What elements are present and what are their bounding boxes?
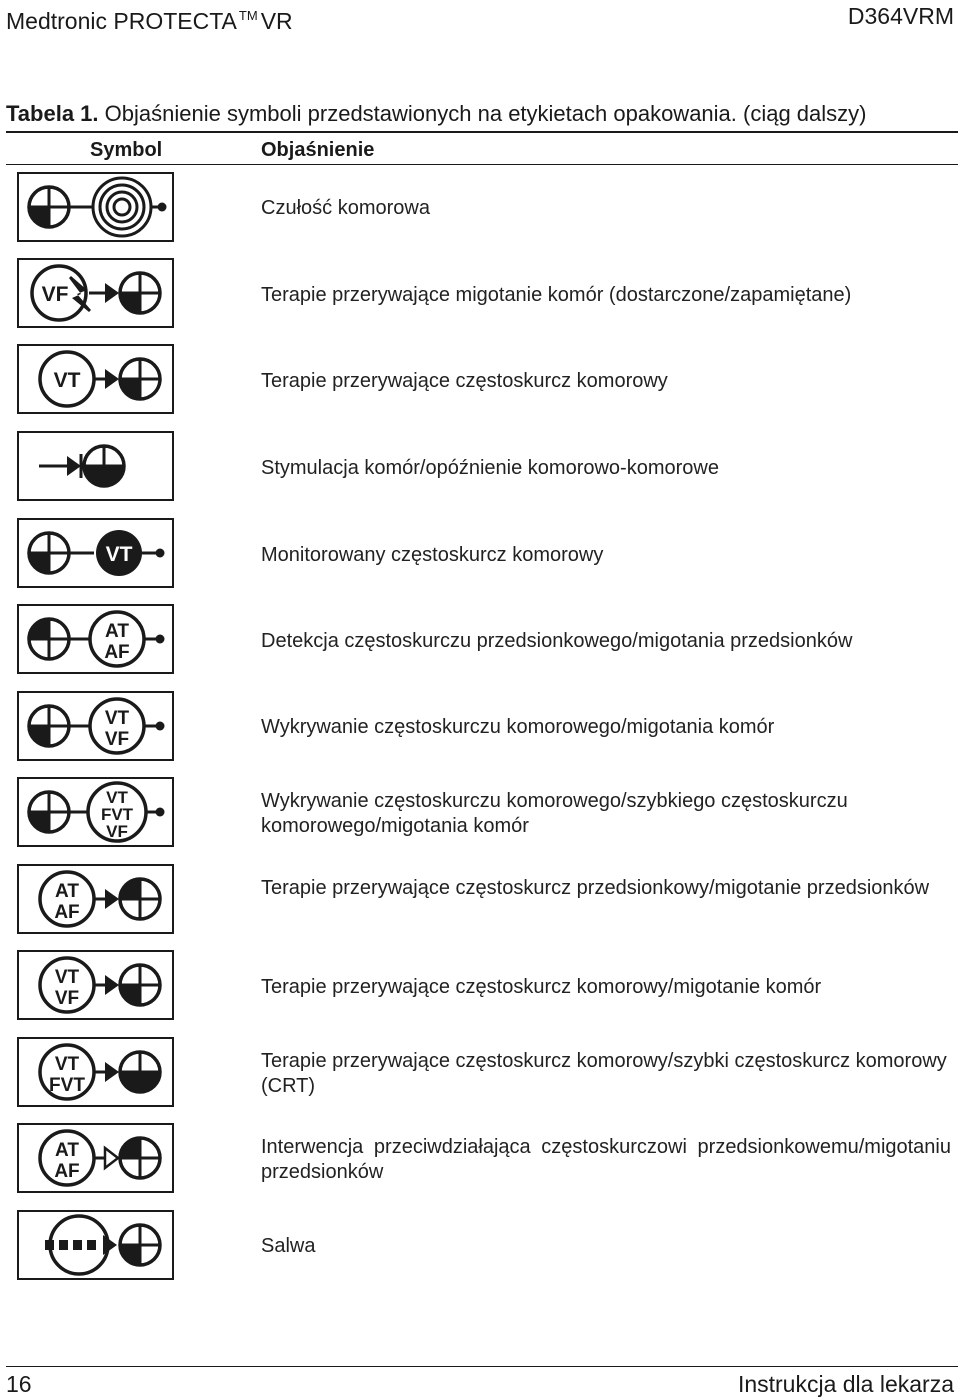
symbol-atrial-detection-icon <box>17 604 174 674</box>
model-number: D364VRM <box>847 3 954 29</box>
glyph-vf: VF <box>41 283 69 306</box>
glyph-vf: VF <box>104 729 130 750</box>
symbol-ventricular-pacing-icon <box>17 431 174 501</box>
table-header-rule <box>6 164 958 165</box>
symbol-atrial-therapy-icon <box>17 864 174 934</box>
glyph-vt: VT <box>53 369 81 392</box>
explanation-row-12: Interwencja przeciwdziałająca częstoskurczowi przedsionkowemu/migotaniu przedsionków <box>261 1136 951 1183</box>
table-title-text: Objaśnienie symboli przedstawionych na etykietach opakowania. (ciąg dalszy) <box>104 101 867 126</box>
glyph-vt: VT <box>104 708 130 729</box>
table-caption <box>6 100 867 128</box>
symbol-burst-icon <box>17 1210 174 1280</box>
glyph-vt: VT <box>106 788 128 807</box>
symbol-vt-vf-therapy-icon <box>17 950 174 1020</box>
symbol-atrial-intervention-icon <box>17 1123 174 1193</box>
explanation-row-8: Wykrywanie częstoskurczu komorowego/szybkiego częstoskurczu komorowego/migotania komór <box>261 790 848 837</box>
explanation-row-5: Monitorowany częstoskurcz komorowy <box>261 544 604 566</box>
explanation-row-10: Terapie przerywające częstoskurcz komorowy/migotanie komór <box>261 976 822 998</box>
glyph-at: AT <box>55 1140 79 1161</box>
glyph-fvt: FVT <box>100 805 134 824</box>
brand-name: Medtronic PROTECTA <box>6 8 237 34</box>
glyph-af: AF <box>54 1161 80 1182</box>
glyph-vf: VF <box>54 988 80 1009</box>
glyph-fvt: FVT <box>49 1075 85 1096</box>
running-header-brand <box>6 2 293 35</box>
explanation-row-11: Terapie przerywające częstoskurcz komorowy/szybki częstoskurcz komorowy (CRT) <box>261 1050 947 1097</box>
footer-rule <box>6 1366 958 1367</box>
symbol-monitored-vt-icon <box>17 518 174 588</box>
brand-suffix: VR <box>260 8 293 34</box>
explanation-row-1: Czułość komorowa <box>261 197 430 219</box>
explanation-row-13: Salwa <box>261 1235 316 1257</box>
symbol-ventricular-sensitivity-icon <box>17 172 174 242</box>
symbol-vt-fvt-vf-detection-icon <box>17 777 174 847</box>
glyph-vt: VT <box>54 1054 80 1075</box>
trademark-mark: TM <box>238 8 258 23</box>
symbol-vt-therapy-icon <box>17 344 174 414</box>
table-label: Tabela 1. <box>6 101 99 126</box>
glyph-at: AT <box>105 621 129 642</box>
symbol-vf-therapy-icon <box>17 258 174 328</box>
symbol-vt-vf-detection-icon <box>17 691 174 761</box>
column-header-symbol: Symbol <box>90 139 163 161</box>
glyph-af: AF <box>104 642 130 663</box>
explanation-row-7: Wykrywanie częstoskurczu komorowego/migotania komór <box>261 716 775 738</box>
glyph-vf: VF <box>106 822 128 841</box>
explanation-row-2: Terapie przerywające migotanie komór (dostarczone/zapamiętane) <box>261 284 852 306</box>
page-number: 16 <box>6 1371 32 1397</box>
explanation-row-3: Terapie przerywające częstoskurcz komorowy <box>261 370 668 392</box>
column-header-explanation: Objaśnienie <box>261 139 375 161</box>
document-type: Instrukcja dla lekarza <box>737 1371 954 1397</box>
glyph-vt-monitored: VT <box>105 543 133 566</box>
glyph-at: AT <box>55 881 79 902</box>
explanation-row-6: Detekcja częstoskurczu przedsionkowego/migotania przedsionków <box>261 630 853 652</box>
explanation-row-9: Terapie przerywające częstoskurcz przedsionkowy/migotanie przedsionków <box>261 877 930 899</box>
glyph-vt: VT <box>54 967 80 988</box>
explanation-row-4: Stymulacja komór/opóźnienie komorowo-komorowe <box>261 457 719 479</box>
symbol-vt-fvt-therapy-icon <box>17 1037 174 1107</box>
glyph-af: AF <box>54 902 80 923</box>
table-top-rule <box>6 131 958 133</box>
